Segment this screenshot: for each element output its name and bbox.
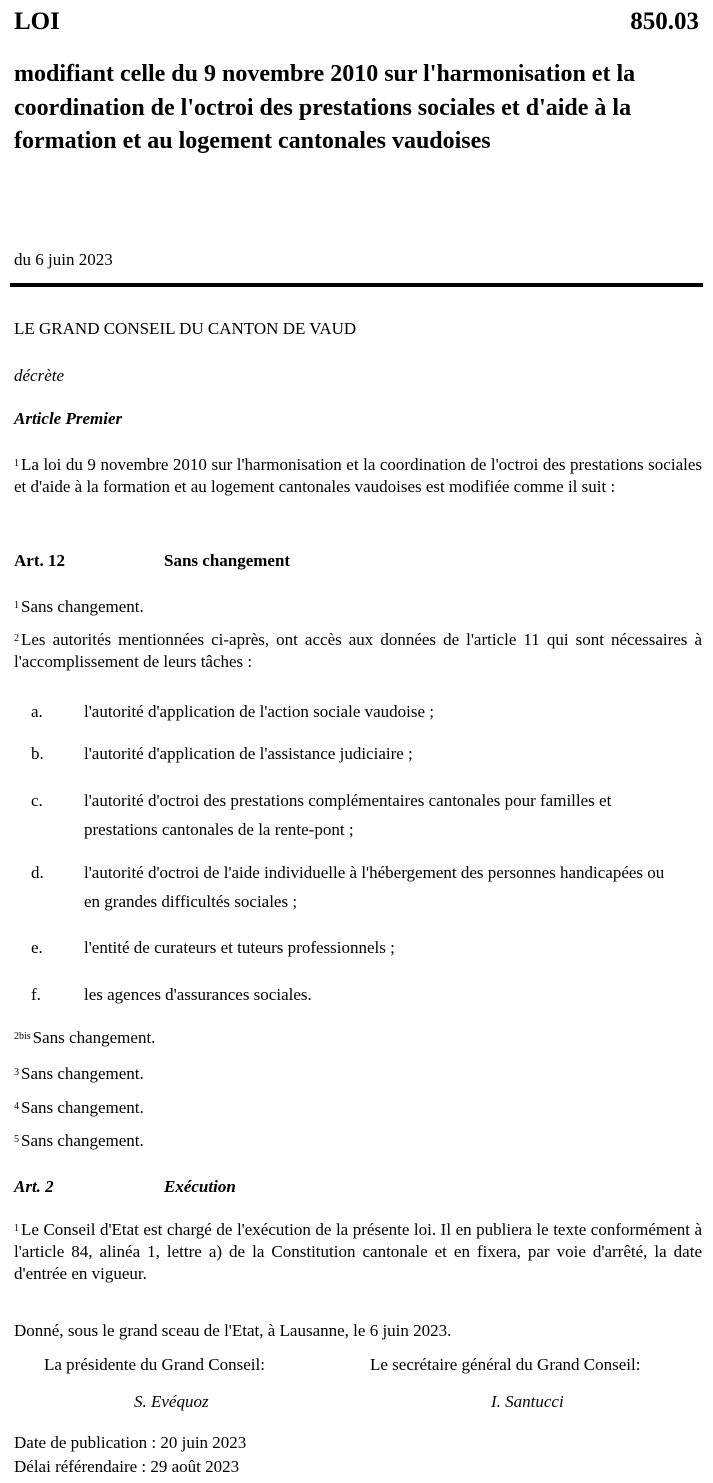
art12-al2 [14,629,702,673]
art12-al5 [14,1130,702,1152]
paragraph-number: 1 [14,1223,19,1234]
paragraph-number: 5 [14,1134,19,1145]
list-item-text: l'autorité d'octroi de l'aide individuelle à l'hébergement des personnes handicapées ou en grandes difficultés sociales ; [84,863,665,911]
list-item-text: l'autorité d'application de l'assistance judiciaire ; [84,744,413,763]
law-date: du 6 juin 2023 [14,250,113,269]
article-premier-heading: Article Premier [14,409,123,428]
paragraph-number: 2 [14,633,19,644]
paragraph-text: Sans changement. [21,1064,144,1083]
given-clause: Donné, sous le grand sceau de l'Etat, à Lausanne, le 6 juin 2023. [14,1321,452,1340]
list-item-text: les agences d'assurances sociales. [84,985,312,1004]
art12-al1 [14,596,702,618]
list-item-text: l'entité de curateurs et tuteurs professionnels ; [84,938,395,957]
paragraph-text: Sans changement. [21,597,144,616]
paragraph-number: 1 [14,600,19,611]
paragraph-text: Sans changement. [32,1028,156,1047]
list-item-letter: e. [31,938,43,957]
art12-al2bis [14,1027,702,1049]
document-number: 850.03 [630,8,699,35]
paragraph-number: 4 [14,1101,19,1112]
art12-al3 [14,1063,702,1085]
art2-al1 [14,1219,702,1285]
right-signatory-name: I. Santucci [491,1392,564,1411]
article-premier-paragraph [14,454,702,498]
list-item-text: l'autorité d'application de l'action sociale vaudoise ; [84,702,435,721]
header-rule [10,283,703,287]
list-item-text: l'autorité d'octroi des prestations complémentaires cantonales pour familles et prestations cantonales de la rente-pont ; [84,791,612,839]
referendum-deadline: Délai référendaire : 29 août 2023 [14,1457,240,1476]
left-signatory-role: La présidente du Grand Conseil: [44,1355,265,1374]
paragraph-number: 1 [14,458,19,469]
art12-title: Sans changement [164,551,291,570]
art12-al4 [14,1097,702,1119]
paragraph-number: 2bis [14,1031,31,1042]
art12-heading [14,550,291,572]
list-item-letter: b. [31,744,44,763]
list-item-letter: f. [31,985,41,1004]
enacting-authority: LE GRAND CONSEIL DU CANTON DE VAUD [14,319,357,338]
art2-title: Exécution [164,1177,236,1196]
paragraph-text: La loi du 9 novembre 2010 sur l'harmonisation et la coordination de l'octroi des prestations sociales et d'aide à la formation et au logement cantonales vaudoises est modifiée comme il suit : [14,455,702,496]
paragraph-number: 3 [14,1067,19,1078]
art2-number: Art. 2 [14,1177,54,1196]
art12-number: Art. 12 [14,551,65,570]
decree-word: décrète [14,366,65,385]
list-item-letter: c. [31,791,43,810]
publication-date: Date de publication : 20 juin 2023 [14,1433,247,1452]
art2-heading [14,1176,236,1198]
paragraph-text: Les autorités mentionnées ci-après, ont accès aux données de l'article 11 qui sont nécessaires à l'accomplissement de leurs tâches : [14,630,702,671]
document-type: LOI [14,8,60,35]
list-item-letter: a. [31,702,43,721]
law-title: modifiant celle du 9 novembre 2010 sur l'harmonisation et la coordination de l'octroi des prestations sociales et d'aide à la formation et au logement cantonales vaudoises [14,61,636,154]
document-header [14,8,699,44]
left-signatory-name: S. Evéquoz [134,1392,209,1411]
paragraph-text: Le Conseil d'Etat est chargé de l'exécution de la présente loi. Il en publiera le texte conformément à l'article 84, alinéa 1, lettre a) de la Constitution cantonale et en fixera, par voie d'arrêté, la date d'entrée en vigueur. [14,1220,702,1283]
right-signatory-role: Le secrétaire général du Grand Conseil: [370,1355,641,1374]
paragraph-text: Sans changement. [21,1098,144,1117]
list-item-letter: d. [31,863,44,882]
paragraph-text: Sans changement. [21,1131,144,1150]
